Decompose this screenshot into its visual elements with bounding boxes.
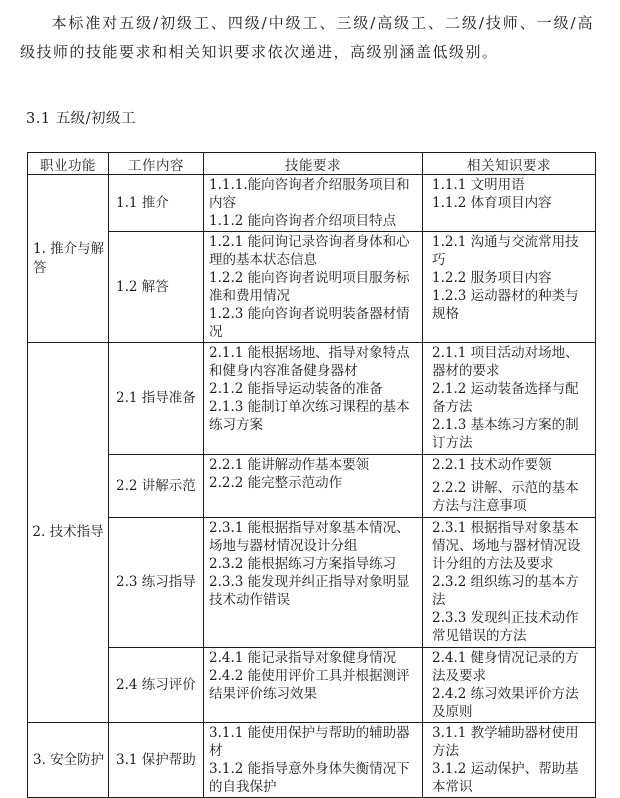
- knowledge-cell: [423, 723, 596, 798]
- skill-item: 2.2.2 能完整示范动作: [209, 475, 343, 491]
- table-row: [28, 518, 596, 648]
- work-cell: 2.2 讲解示范: [109, 455, 204, 518]
- table-row: [28, 648, 596, 723]
- knowledge-item: 3.1.2 运动保护、帮助基本常识: [432, 761, 579, 795]
- skills-cell: [204, 723, 423, 798]
- skill-item: 2.3.3 能发现并纠正指导对象明显技术动作错误: [209, 574, 410, 608]
- knowledge-item: 1.2.1 沟通与交流常用技巧: [432, 234, 579, 268]
- skill-item: 2.4.1 能记录指导对象健身情况: [209, 650, 397, 666]
- work-cell: 3.1 保护帮助: [109, 723, 204, 798]
- function-cell: 2. 技术指导: [28, 343, 109, 723]
- skill-item: 2.2.1 能讲解动作基本要领: [209, 457, 370, 473]
- skill-item: 3.1.1 能使用保护与帮助的辅助器材: [209, 725, 410, 759]
- skills-cell: [204, 518, 423, 648]
- knowledge-item: 2.4.2 练习效果评价方法及原则: [432, 686, 579, 720]
- col-header-work: 工作内容: [109, 153, 204, 175]
- skill-item: 2.1.3 能制订单次练习课程的基本练习方案: [209, 399, 410, 433]
- knowledge-item: 2.1.2 运动装备选择与配备方法: [432, 381, 579, 415]
- work-cell: 2.3 练习指导: [109, 518, 204, 648]
- work-cell: 2.4 练习评价: [109, 648, 204, 723]
- skill-item: 2.4.2 能使用评价工具并根据测评结果评价练习效果: [209, 668, 410, 702]
- knowledge-item: 2.4.1 健身情况记录的方法及要求: [432, 650, 579, 684]
- col-header-function: 职业功能: [28, 153, 109, 175]
- skills-cell: [204, 232, 423, 343]
- skill-item: 1.1.1.能向咨询者介绍服务项目和内容: [209, 177, 410, 211]
- work-cell: 1.1 推介: [109, 175, 204, 232]
- knowledge-cell: [423, 232, 596, 343]
- skill-item: 1.2.2 能向咨询者说明项目服务标准和费用情况: [209, 270, 410, 304]
- skills-cell: [204, 455, 423, 518]
- knowledge-item: 3.1.1 教学辅助器材使用方法: [432, 725, 579, 759]
- skills-cell: [204, 175, 423, 232]
- knowledge-item: 2.3.3 发现纠正技术动作常见错误的方法: [432, 610, 579, 644]
- function-cell: 3. 安全防护: [28, 723, 109, 798]
- skill-item: 1.1.2 能向咨询者介绍项目特点: [209, 213, 397, 229]
- table-row: [28, 343, 596, 455]
- knowledge-item: 1.1.1 文明用语: [432, 177, 525, 193]
- knowledge-item: 2.3.1 根据指导对象基本情况、场地与器材情况设计分组的方法及要求: [432, 520, 581, 572]
- skill-item: 2.1.1 能根据场地、指导对象特点和健身内容准备健身器材: [209, 345, 410, 379]
- function-cell: 1. 推介与解答: [28, 175, 109, 343]
- skills-cell: [204, 648, 423, 723]
- col-header-knowledge: 相关知识要求: [423, 153, 596, 175]
- knowledge-cell: [423, 343, 596, 455]
- skills-requirements-table: [27, 152, 596, 798]
- knowledge-item: 2.3.2 组织练习的基本方法: [432, 574, 579, 608]
- work-cell: 1.2 解答: [109, 232, 204, 343]
- col-header-skills: 技能要求: [204, 153, 423, 175]
- table-row: [28, 175, 596, 232]
- knowledge-item: 1.1.2 体育项目内容: [432, 195, 552, 211]
- knowledge-cell: [423, 518, 596, 648]
- knowledge-cell: [423, 175, 596, 232]
- knowledge-item: 1.2.2 服务项目内容: [432, 270, 552, 286]
- skills-cell: [204, 343, 423, 455]
- skill-item: 1.2.3 能向咨询者说明装备器材情况: [209, 306, 410, 340]
- table-row: [28, 723, 596, 798]
- knowledge-item: 2.2.1 技术动作要领: [432, 457, 552, 473]
- knowledge-item: 1.2.3 运动器材的种类与规格: [432, 288, 579, 322]
- intro-paragraph: 本标准对五级/初级工、四级/中级工、三级/高级工、二级/技师、一级/高级技师的技能要求和相关知识要求依次递进，高级别涵盖低级别。: [20, 14, 594, 61]
- knowledge-item: 2.2.2 讲解、示范的基本方法与注意事项: [432, 480, 579, 514]
- skill-item: 2.3.2 能根据练习方案指导练习: [209, 556, 397, 572]
- knowledge-cell: [423, 648, 596, 723]
- work-cell: 2.1 指导准备: [109, 343, 204, 455]
- table-row: [28, 232, 596, 343]
- skill-item: 3.1.2 能指导意外身体失衡情况下的自我保护: [209, 761, 410, 795]
- section-heading: 3.1 五级/初级工: [26, 111, 137, 127]
- skill-item: 1.2.1 能问询记录咨询者身体和心理的基本状态信息: [209, 234, 410, 268]
- knowledge-cell: [423, 455, 596, 518]
- knowledge-item: 2.1.1 项目活动对场地、器材的要求: [432, 345, 579, 379]
- knowledge-item: 2.1.3 基本练习方案的制订方法: [432, 417, 579, 451]
- table-header-row: [28, 153, 596, 175]
- skill-item: 2.1.2 能指导运动装备的准备: [209, 381, 383, 397]
- table-row: [28, 455, 596, 518]
- skill-item: 2.3.1 能根据指导对象基本情况、场地与器材情况设计分组: [209, 520, 410, 554]
